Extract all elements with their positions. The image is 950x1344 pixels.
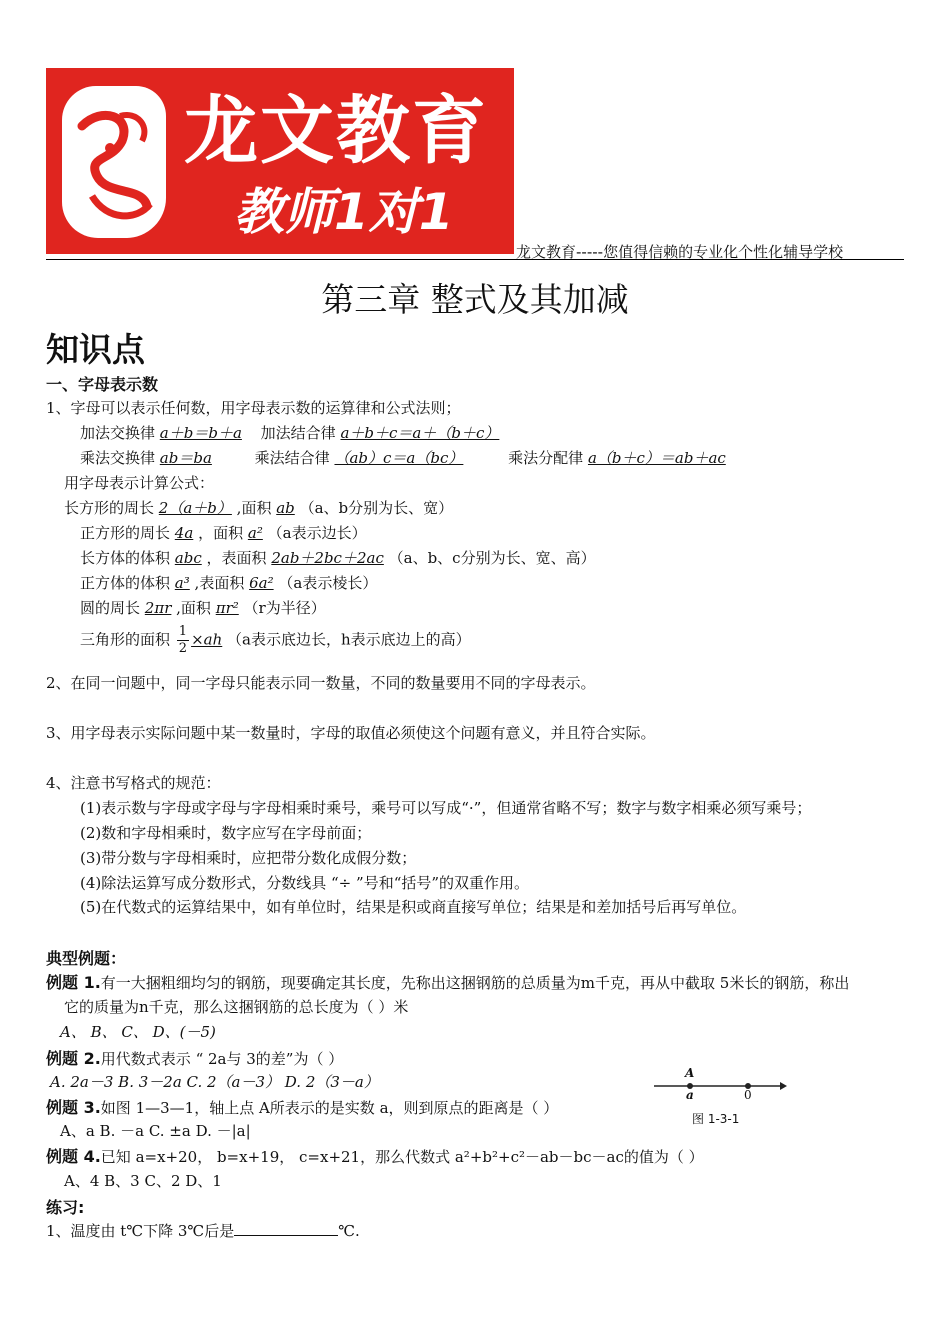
point-a-label: A — [685, 1066, 695, 1080]
tri-formula: ×ah — [191, 630, 223, 649]
rule-4: (4)除法运算写成分数形式，分数线具 “÷ ”号和“括号”的双重作用。 — [80, 874, 530, 892]
example-3-label: 例题 3. — [46, 1098, 101, 1117]
example-3-text: 如图 1—3—1，轴上点 A所表示的是实数 a，则到原点的距离是（ ） — [100, 1099, 559, 1117]
circle-perim-label: 圆的周长 — [80, 599, 141, 617]
logo-subtitle: 教师1对1 — [234, 183, 454, 241]
slogan: 龙文教育-----您值得信赖的专业化个性化辅导学校 — [516, 243, 844, 261]
rectangle-formula-row — [64, 497, 453, 518]
sq-area-label: ，面积 — [198, 524, 244, 542]
cuboid-surf-label: ，表面积 — [206, 549, 267, 567]
rule-5: (5)在代数式的运算结果中，如有单位时，结果是积或商直接写单位；结果是和差加括号后再写单位。 — [80, 898, 747, 916]
sq-perim-label: 正方形的周长 — [80, 524, 171, 542]
number-line-figure — [652, 1068, 788, 1130]
add-assoc-label: 加法结合律 — [260, 424, 336, 442]
rect-perim-formula: 2（a＋b） — [158, 499, 232, 517]
mul-assoc-label: 乘法结合律 — [254, 449, 330, 467]
var-a-label: a — [686, 1088, 694, 1102]
rule-2: (2)数和字母相乘时，数字应写在字母前面； — [80, 824, 372, 842]
item-4: 4、注意书写格式的规范： — [46, 774, 221, 792]
cube-surf-formula: 6a² — [249, 574, 274, 592]
cuboid-vol-formula: abc — [174, 549, 202, 567]
square-formula-row — [80, 522, 367, 543]
example-4-label: 例题 4. — [46, 1147, 101, 1166]
cube-vol-label: 正方体的体积 — [80, 574, 171, 592]
figure-caption: 图 1-3-1 — [692, 1112, 740, 1126]
add-comm-formula: a＋b＝b＋a — [159, 424, 242, 442]
example-2-choices: A. 2a－3 B. 3－2a C. 2（a－3） D. 2（3－a） — [50, 1073, 379, 1091]
example-3 — [46, 1095, 558, 1118]
origin-label: 0 — [744, 1088, 752, 1102]
example-2-label: 例题 2. — [46, 1049, 101, 1068]
multiplication-laws-row — [80, 447, 726, 468]
example-2 — [46, 1046, 343, 1069]
mul-comm-label: 乘法交换律 — [80, 449, 156, 467]
example-1-line1 — [46, 970, 849, 993]
item-2: 2、在同一问题中，同一字母只能表示同一数量，不同的数量要用不同的字母表示。 — [46, 674, 596, 692]
practice-q1-unit: ℃. — [338, 1222, 360, 1240]
example-4-text: 已知 a=x+20， b=x+19， c=x+21，那么代数式 a²+b²+c²－ab－bc－ac的值为（ ） — [100, 1148, 704, 1166]
seal-logo-icon — [62, 86, 166, 238]
one-half-fraction — [177, 624, 189, 657]
tri-note: （a表示底边长，h表示底边上的高） — [227, 630, 471, 649]
example-2-text: 用代数式表示 “ 2a与 3的差”为（ ） — [100, 1050, 344, 1068]
dragon-seal-icon — [62, 86, 166, 238]
example-1-text: 有一大捆粗细均匀的钢筋，现要确定其长度，先称出这捆钢筋的总质量为m千克，再从中截取 5米长的钢筋，称出 — [100, 974, 850, 992]
cube-formula-row — [80, 572, 377, 593]
mul-assoc-formula: （ab）c＝a（bc） — [334, 449, 464, 467]
example-1-choices: A、 B、 C、 D、(－5) — [60, 1023, 216, 1041]
header-divider — [46, 259, 904, 260]
add-assoc-formula: a＋b＋c＝a＋（b＋c） — [340, 424, 500, 442]
section-title: 一、字母表示数 — [46, 375, 159, 394]
example-1-label: 例题 1. — [46, 973, 101, 992]
rect-note: （a、b分别为长、宽） — [299, 499, 454, 517]
distrib-label: 乘法分配律 — [508, 449, 584, 467]
cuboid-vol-label: 长方体的体积 — [80, 549, 171, 567]
cuboid-surf-formula: 2ab＋2bc＋2ac — [271, 549, 384, 567]
answer-blank[interactable] — [234, 1223, 338, 1236]
addition-laws-row — [80, 422, 499, 443]
cuboid-formula-row — [80, 547, 596, 568]
circle-formula-row — [80, 597, 326, 618]
sq-note: （a表示边长） — [267, 524, 367, 542]
rule-3: (3)带分数与字母相乘时，应把带分数化成假分数； — [80, 849, 417, 867]
examples-heading: 典型例题： — [46, 949, 127, 968]
sq-area-formula: a² — [247, 524, 263, 542]
distrib-formula: a（b＋c）＝ab＋ac — [587, 449, 726, 467]
cuboid-note: （a、b、c分别为长、宽、高） — [388, 549, 596, 567]
add-comm-label: 加法交换律 — [80, 424, 156, 442]
rule-1: (1)表示数与字母或字母与字母相乘时乘号，乘号可以写成“·”，但通常省略不写；数字与数字相乘必须写乘号； — [80, 799, 812, 817]
cube-note: （a表示棱长） — [278, 574, 378, 592]
example-1-line2: 它的质量为n千克，那么这捆钢筋的总长度为（ ）米 — [64, 998, 409, 1016]
logo-banner — [46, 68, 514, 254]
example-3-choices: A、a B. －a C. ±a D. －|a| — [60, 1122, 251, 1140]
fraction-numerator: 1 — [178, 624, 188, 639]
mul-comm-formula: ab＝ba — [159, 449, 212, 467]
knowledge-heading: 知识点 — [46, 330, 145, 369]
item-1: 1、字母可以表示任何数，用字母表示数的运算律和公式法则； — [46, 399, 461, 417]
example-4 — [46, 1144, 704, 1167]
fraction-denominator: 2 — [178, 641, 188, 656]
chapter-title: 第三章 整式及其加减 — [321, 280, 629, 319]
formula-intro: 用字母表示计算公式： — [64, 474, 215, 492]
tri-label: 三角形的面积 — [80, 630, 171, 649]
logo-title: 龙文教育 — [184, 88, 488, 174]
practice-q1-text: 1、温度由 t℃下降 3℃后是 — [46, 1222, 235, 1240]
cube-surf-label: ,表面积 — [194, 574, 245, 592]
circle-perim-formula: 2πr — [144, 599, 172, 617]
cube-vol-formula: a³ — [174, 574, 190, 592]
example-4-choices: A、4 B、3 C、2 D、1 — [64, 1172, 222, 1190]
rect-perim-label: 长方形的周长 — [64, 499, 155, 517]
rect-area-label: ,面积 — [236, 499, 272, 517]
triangle-formula-row — [80, 624, 471, 657]
practice-q1 — [46, 1220, 360, 1241]
sq-perim-formula: 4a — [174, 524, 194, 542]
item-3: 3、用字母表示实际问题中某一数量时，字母的取值必须使这个问题有意义，并且符合实际。 — [46, 724, 656, 742]
circle-note: （r为半径） — [243, 599, 326, 617]
rect-area-formula: ab — [276, 499, 295, 517]
circle-area-formula: πr² — [215, 599, 239, 617]
circle-area-label: ,面积 — [176, 599, 211, 617]
practice-heading: 练习: — [46, 1198, 85, 1217]
